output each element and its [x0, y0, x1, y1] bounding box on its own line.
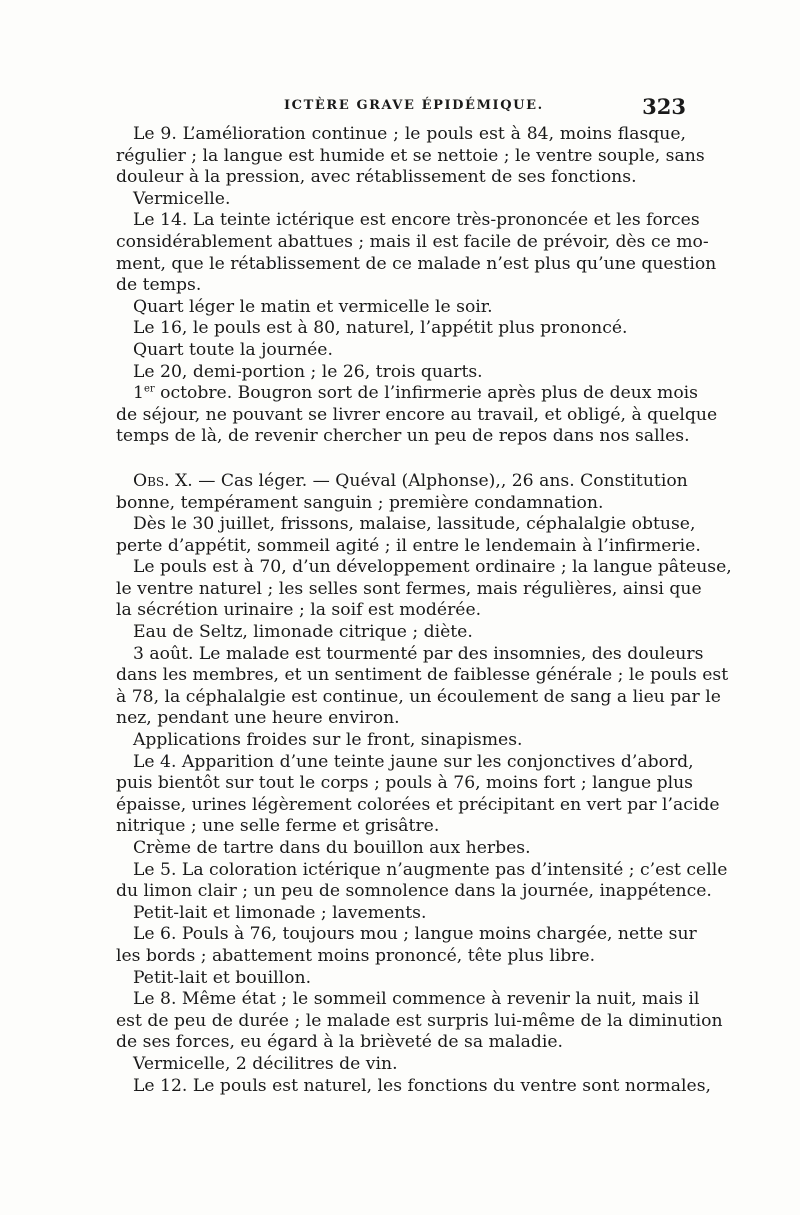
text-line: Vermicelle. [133, 188, 231, 209]
text-line: Le 14. La teinte ictérique est encore très-prononcée et les forces [133, 210, 700, 231]
text-line: est de peu de durée ; le malade est surpris lui-même de la diminution [116, 1010, 723, 1031]
text-line: de séjour, ne pouvant se livrer encore au travail, et obligé, à quelque [116, 404, 718, 425]
body-text [116, 124, 732, 1097]
text-line: du limon clair ; un peu de somnolence dans la journée, inappétence. [116, 881, 712, 902]
text-fragment: octobre. Bougron sort de l’infirmerie après plus de deux mois [160, 383, 698, 404]
text-line: Le 16, le pouls est à 80, naturel, l’appétit plus prononcé. [133, 318, 628, 339]
text-line: le ventre naturel ; les selles sont fermes, mais régulières, ainsi que [116, 578, 702, 599]
text-line: épaisse, urines légèrement colorées et précipitant en vert par l’acide [116, 794, 720, 815]
ordinal-suffix: er [143, 383, 155, 395]
text-line: Le 6. Pouls à 76, toujours mou ; langue moins chargée, nette sur [133, 924, 697, 945]
text-line: Le 20, demi-portion ; le 26, trois quarts. [133, 361, 483, 382]
obs-label: Obs. [133, 470, 170, 491]
text-line: Le pouls est à 70, d’un développement ordinaire ; la langue pâteuse, [133, 557, 732, 578]
text-line: Le 8. Même état ; le sommeil commence à revenir la nuit, mais il [133, 989, 700, 1010]
text-line: temps de là, de revenir chercher un peu de repos dans nos salles. [116, 426, 690, 447]
text-line: les bords ; abattement moins prononcé, tête plus libre. [116, 945, 596, 966]
text-line [116, 383, 698, 405]
text-line: perte d’appétit, sommeil agité ; il entre le lendemain à l’infirmerie. [116, 535, 701, 556]
text-line: Le 4. Apparition d’une teinte jaune sur les conjonctives d’abord, [133, 751, 694, 772]
text-line: Le 5. La coloration ictérique n’augmente pas d’intensité ; c’est celle [133, 859, 728, 880]
date-number: 1 [133, 383, 144, 404]
text-line: de temps. [116, 275, 202, 296]
text-line: Le 12. Le pouls est naturel, les fonctions du ventre sont normales, [133, 1075, 712, 1096]
text-line: la sécrétion urinaire ; la soif est modérée. [116, 600, 482, 621]
running-title: ICTÈRE GRAVE ÉPIDÉMIQUE. [284, 98, 544, 113]
text-line: douleur à la pression, avec rétablissement de ses fonctions. [116, 167, 637, 188]
text-line: de ses forces, eu égard à la brièveté de sa maladie. [116, 1032, 564, 1053]
page-header [116, 94, 686, 120]
text-line: régulier ; la langue est humide et se nettoie ; le ventre souple, sans [116, 145, 705, 166]
text-line: Eau de Seltz, limonade citrique ; diète. [133, 622, 473, 643]
observation-heading-line [116, 471, 686, 493]
text-line: Crème de tartre dans du bouillon aux herbes. [133, 838, 531, 858]
text-fragment: X. — Cas léger. — Quéval (Alphonse),, 26 ans. Constitution [175, 470, 688, 491]
text-line: Quart toute la journée. [133, 339, 333, 360]
text-line: Vermicelle, 2 décilitres de vin. [133, 1053, 398, 1074]
text-line: puis bientôt sur tout le corps ; pouls à 76, moins fort ; langue plus [116, 773, 694, 794]
text-line: Le 9. L’amélioration continue ; le pouls est à 84, moins flasque, [133, 124, 686, 144]
section-gap [116, 448, 686, 471]
page-number: 323 [642, 94, 686, 119]
text-line: Quart léger le matin et vermicelle le soir. [133, 296, 493, 317]
text-line: Petit-lait et limonade ; lavements. [133, 902, 427, 923]
text-line: dans les membres, et un sentiment de faiblesse générale ; le pouls est [116, 665, 729, 686]
text-line: 3 août. Le malade est tourmenté par des insomnies, des douleurs [133, 643, 704, 664]
text-line: nez, pendant une heure environ. [116, 708, 400, 729]
text-line: Applications froides sur le front, sinapismes. [133, 730, 523, 751]
text-line: nitrique ; une selle ferme et grisâtre. [116, 816, 440, 837]
text-line: Dès le 30 juillet, frissons, malaise, lassitude, céphalalgie obtuse, [133, 514, 696, 535]
text-line: considérablement abattues ; mais il est facile de prévoir, dès ce mo- [116, 231, 709, 252]
text-line: à 78, la céphalalgie est continue, un écoulement de sang a lieu par le [116, 686, 721, 707]
text-line: Petit-lait et bouillon. [133, 967, 312, 988]
text-line: ment, que le rétablissement de ce malade n’est plus qu’une question [116, 253, 717, 274]
text-line: bonne, tempérament sanguin ; première condamnation. [116, 492, 604, 513]
